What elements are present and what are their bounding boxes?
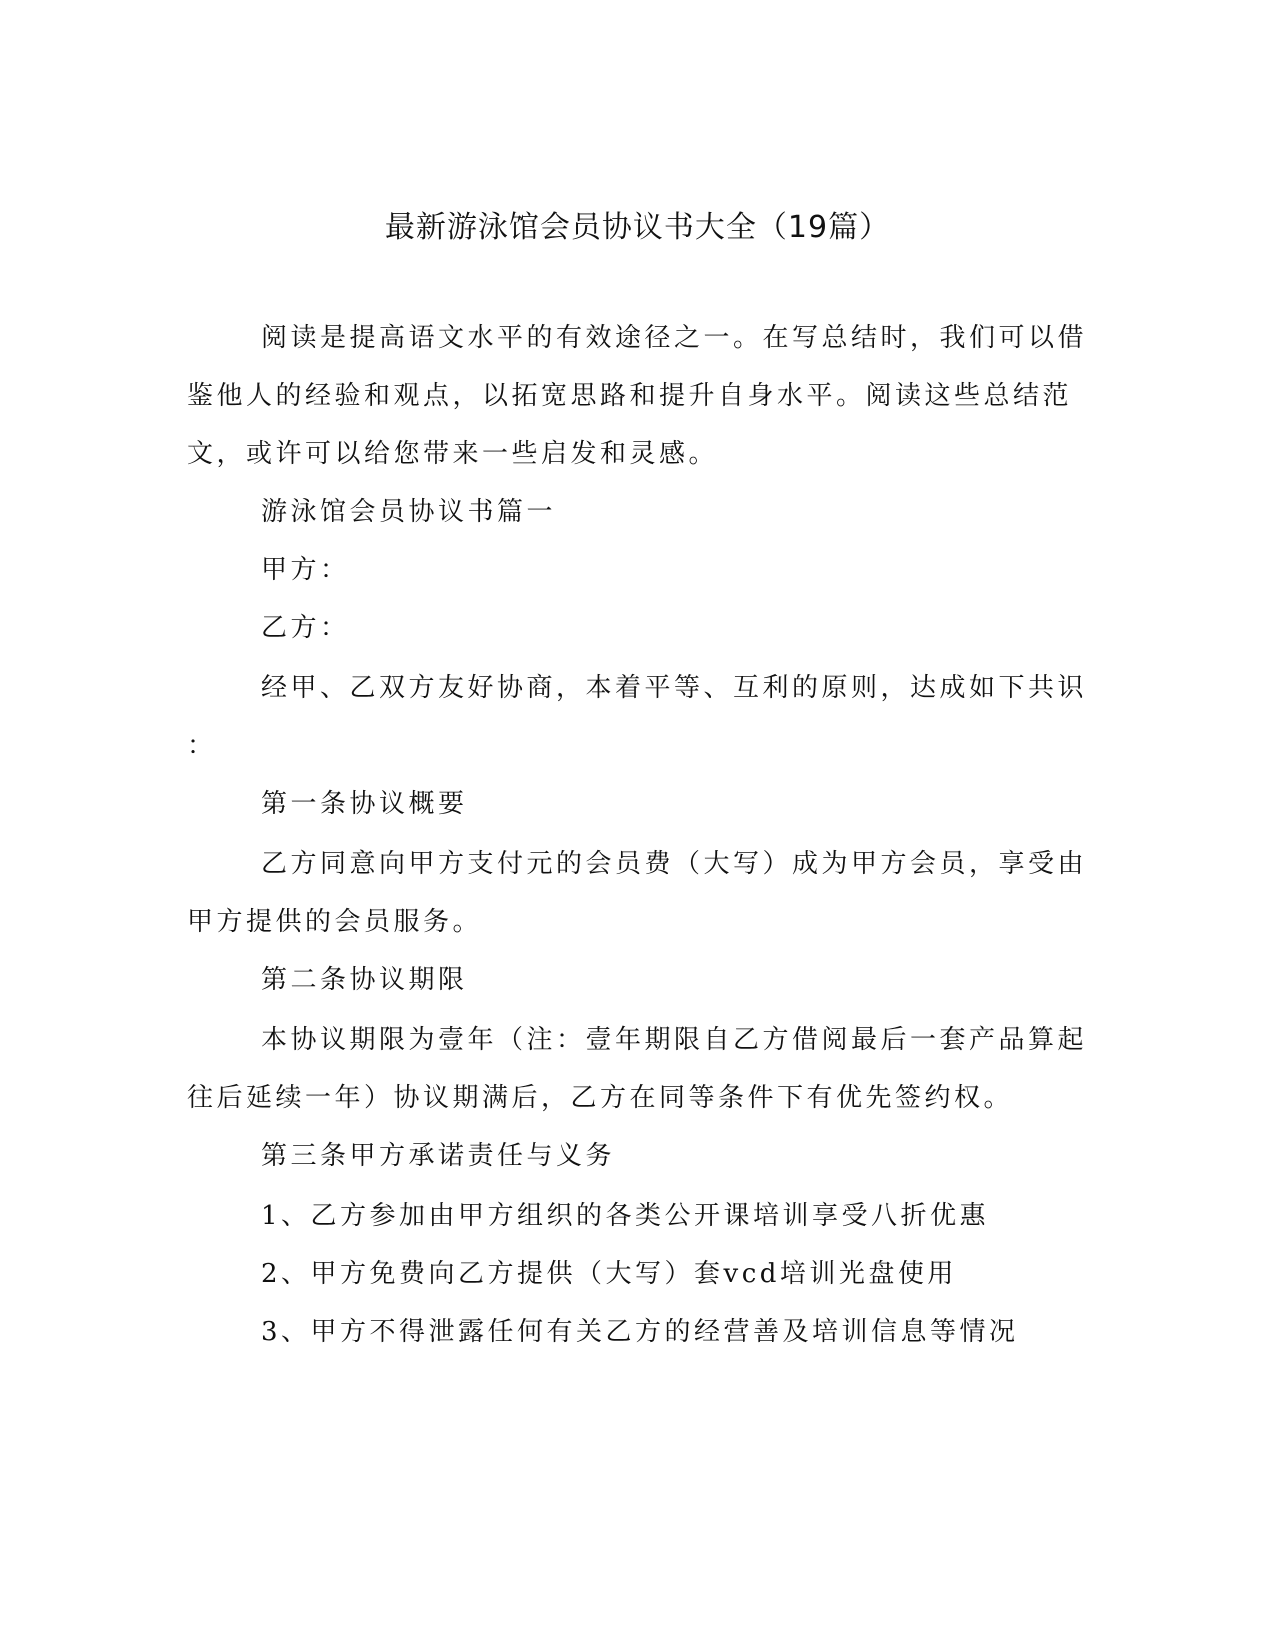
party-b-label: 乙方： bbox=[261, 613, 350, 643]
paragraph-line: 甲方提供的会员服务。 bbox=[187, 907, 483, 937]
article-heading: 第三条甲方承诺责任与义务 bbox=[261, 1141, 616, 1171]
paragraph-line: 文，或许可以给您带来一些启发和灵感。 bbox=[187, 439, 719, 469]
paragraph-line: 鉴他人的经验和观点，以拓宽思路和提升自身水平。阅读这些总结范 bbox=[187, 381, 1073, 411]
party-a-label: 甲方： bbox=[261, 555, 350, 585]
paragraph-line: 乙方同意向甲方支付元的会员费（大写）成为甲方会员，享受由 bbox=[261, 849, 1088, 879]
paragraph-line: 本协议期限为壹年（注：壹年期限自乙方借阅最后一套产品算起 bbox=[261, 1025, 1088, 1055]
article-heading: 第二条协议期限 bbox=[261, 965, 468, 995]
list-item: 3、甲方不得泄露任何有关乙方的经营善及培训信息等情况 bbox=[261, 1317, 1019, 1347]
paragraph-line: 阅读是提高语文水平的有效途径之一。在写总结时，我们可以借 bbox=[261, 323, 1088, 353]
paragraph-line: 往后延续一年）协议期满后，乙方在同等条件下有优先签约权。 bbox=[187, 1083, 1014, 1113]
list-item: 2、甲方免费向乙方提供（大写）套vcd培训光盘使用 bbox=[261, 1259, 957, 1289]
paragraph-line: ： bbox=[187, 731, 217, 761]
paragraph-line: 经甲、乙双方友好协商，本着平等、互利的原则，达成如下共识 bbox=[261, 673, 1088, 703]
document-title: 最新游泳馆会员协议书大全（19篇） bbox=[384, 210, 891, 245]
list-item: 1、乙方参加由甲方组织的各类公开课培训享受八折优惠 bbox=[261, 1201, 990, 1231]
article-heading: 第一条协议概要 bbox=[261, 789, 468, 819]
section-heading: 游泳馆会员协议书篇一 bbox=[261, 497, 557, 527]
